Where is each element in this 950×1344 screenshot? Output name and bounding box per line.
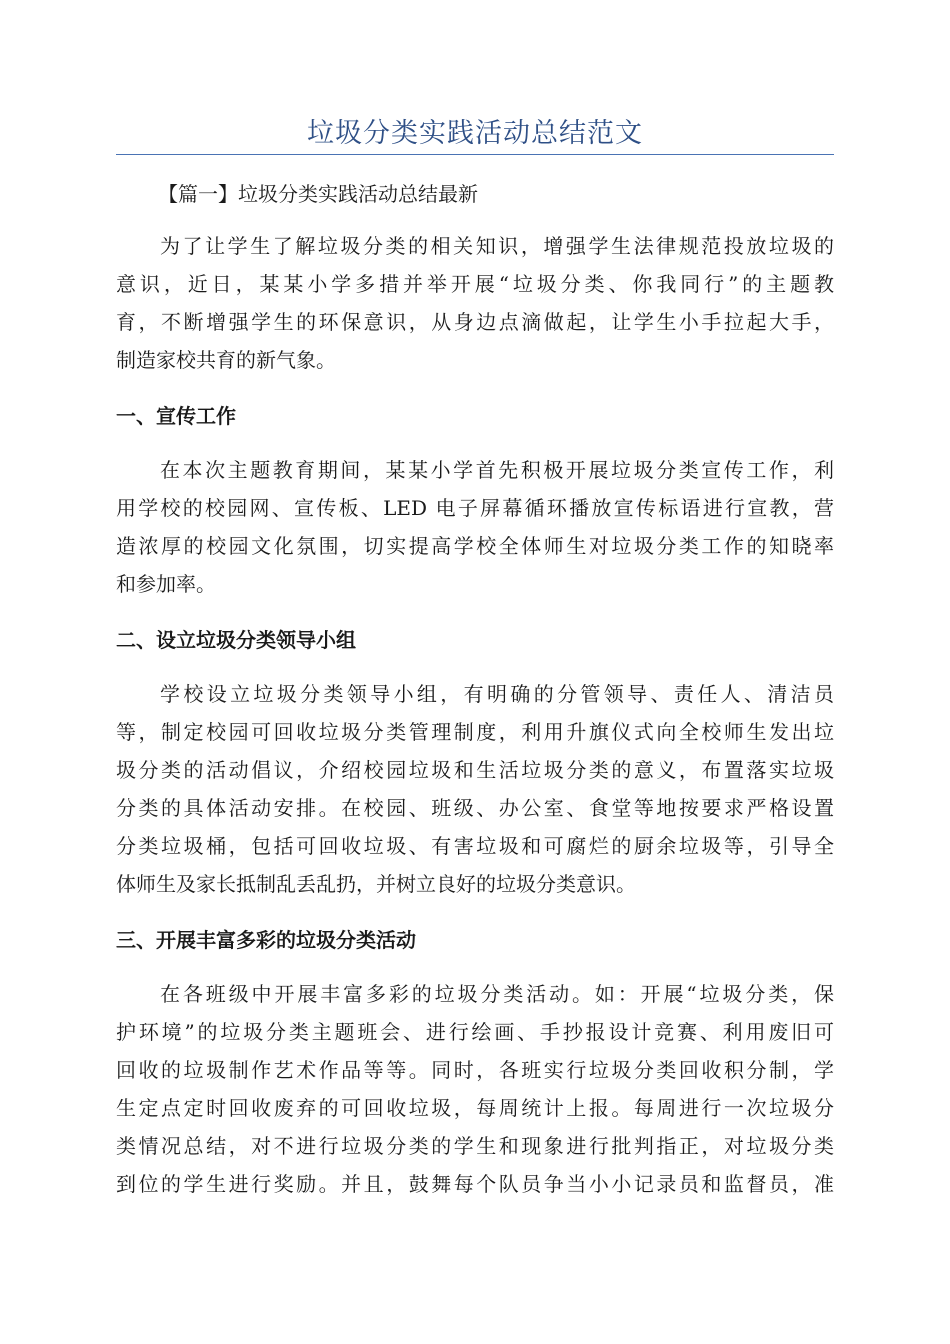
paragraph-line: 护环境”的垃圾分类主题班会、进行绘画、手抄报设计竞赛、利用废旧可 [116, 1020, 834, 1044]
paragraph-line: 体师生及家长抵制乱丢乱扔，并树立良好的垃圾分类意识。 [116, 872, 636, 896]
intro-line: 制造家校共育的新气象。 [116, 348, 336, 372]
intro-line: 育，不断增强学生的环保意识，从身边点滴做起，让学生小手拉起大手， [116, 310, 834, 334]
intro-line: 意识，近日，某某小学多措并举开展“垃圾分类、你我同行”的主题教 [116, 272, 834, 296]
paragraph-line: 回收的垃圾制作艺术作品等等。同时，各班实行垃圾分类回收积分制，学 [116, 1058, 834, 1082]
document-title: 垃圾分类实践活动总结范文 [307, 118, 643, 149]
paragraph-line: 生定点定时回收废弃的可回收垃圾，每周统计上报。每周进行一次垃圾分 [116, 1096, 834, 1120]
paragraph-line: 等，制定校园可回收垃圾分类管理制度，利用升旗仪式向全校师生发出垃 [116, 720, 834, 744]
section-heading: 二、设立垃圾分类领导小组 [116, 628, 356, 652]
paragraph-line: 用学校的校园网、宣传板、LED 电子屏幕循环播放宣传标语进行宣教，营 [116, 496, 834, 520]
paragraph-line: 分类的具体活动安排。在校园、班级、办公室、食堂等地按要求严格设置 [116, 796, 834, 820]
paragraph-line: 在各班级中开展丰富多彩的垃圾分类活动。如：开展“垃圾分类，保 [160, 982, 834, 1006]
intro-line: 为了让学生了解垃圾分类的相关知识，增强学生法律规范投放垃圾的 [160, 234, 834, 258]
section-heading: 一、宣传工作 [116, 404, 236, 428]
paragraph-line: 圾分类的活动倡议，介绍校园垃圾和生活垃圾分类的意义，布置落实垃圾 [116, 758, 834, 782]
paragraph-line: 到位的学生进行奖励。并且，鼓舞每个队员争当小小记录员和监督员，准 [116, 1172, 834, 1196]
paragraph-line: 学校设立垃圾分类领导小组，有明确的分管领导、责任人、清洁员 [160, 682, 834, 706]
paragraph-line: 分类垃圾桶，包括可回收垃圾、有害垃圾和可腐烂的厨余垃圾等，引导全 [116, 834, 834, 858]
paragraph-line: 和参加率。 [116, 572, 216, 596]
paragraph-line: 在本次主题教育期间，某某小学首先积极开展垃圾分类宣传工作，利 [160, 458, 834, 482]
paragraph-line: 类情况总结，对不进行垃圾分类的学生和现象进行批判指正，对垃圾分类 [116, 1134, 834, 1158]
article-subtitle: 【篇一】垃圾分类实践活动总结最新 [158, 182, 478, 206]
section-heading: 三、开展丰富多彩的垃圾分类活动 [116, 928, 416, 952]
title-underline [116, 154, 834, 155]
paragraph-line: 造浓厚的校园文化氛围，切实提高学校全体师生对垃圾分类工作的知晓率 [116, 534, 834, 558]
